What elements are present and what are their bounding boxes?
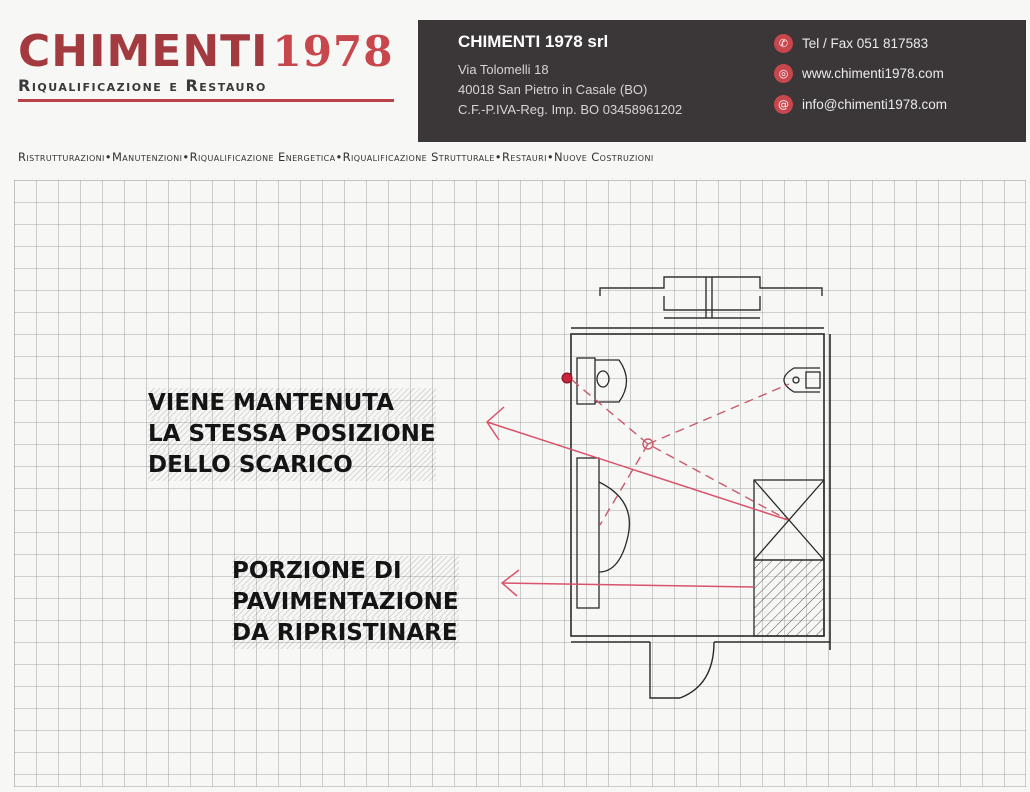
annotation-drain-line3: DELLO SCARICO bbox=[148, 450, 436, 481]
annotation-floor-line1: PORZIONE DI bbox=[232, 556, 459, 587]
logo-tagline: Riqualificazione e Restauro bbox=[18, 76, 267, 95]
contact-phone-text: Tel / Fax 051 817583 bbox=[802, 36, 929, 51]
annotation-floor-line3: DA RIPRISTINARE bbox=[232, 618, 459, 649]
annotation-drain-line1: VIENE MANTENUTA bbox=[148, 388, 436, 419]
company-name: CHIMENTI 1978 srl bbox=[458, 32, 609, 51]
annotation-floor-line2: PAVIMENTAZIONE bbox=[232, 587, 459, 618]
phone-icon: ✆ bbox=[774, 34, 793, 53]
logo-wordmark bbox=[18, 26, 398, 77]
contact-website-text[interactable]: www.chimenti1978.com bbox=[802, 66, 944, 81]
contact-website[interactable] bbox=[774, 64, 944, 83]
grid-sheet bbox=[14, 180, 1026, 787]
at-icon: @ bbox=[774, 95, 793, 114]
floor-repair-area bbox=[754, 560, 824, 636]
services-line: Ristrutturazioni•Manutenzioni•Riqualificazione Energetica•Riqualificazione Strutturale•Restauri•Nuove Costruzioni bbox=[18, 150, 654, 164]
address-vat: C.F.-P.IVA-Reg. Imp. BO 03458961202 bbox=[458, 102, 683, 117]
company-info-box bbox=[418, 20, 1026, 142]
contact-email-text[interactable]: info@chimenti1978.com bbox=[802, 97, 948, 112]
address-street: Via Tolomelli 18 bbox=[458, 62, 549, 77]
annotation-drain-note bbox=[148, 388, 436, 481]
grid-paper bbox=[14, 180, 1026, 787]
floor-plan-sketch bbox=[14, 180, 1026, 787]
logo-name-text: CHIMENTI bbox=[18, 26, 269, 77]
logo-underline bbox=[18, 99, 394, 102]
drain-marker bbox=[562, 373, 572, 383]
annotation-drain-line2: LA STESSA POSIZIONE bbox=[148, 419, 436, 450]
contact-email[interactable] bbox=[774, 95, 947, 114]
globe-icon: ◎ bbox=[774, 64, 793, 83]
contact-phone bbox=[774, 34, 928, 53]
address-city: 40018 San Pietro in Casale (BO) bbox=[458, 82, 648, 97]
annotation-floor-note bbox=[232, 556, 459, 649]
logo-year-text: 1978 bbox=[272, 27, 394, 76]
company-logo bbox=[18, 26, 398, 102]
